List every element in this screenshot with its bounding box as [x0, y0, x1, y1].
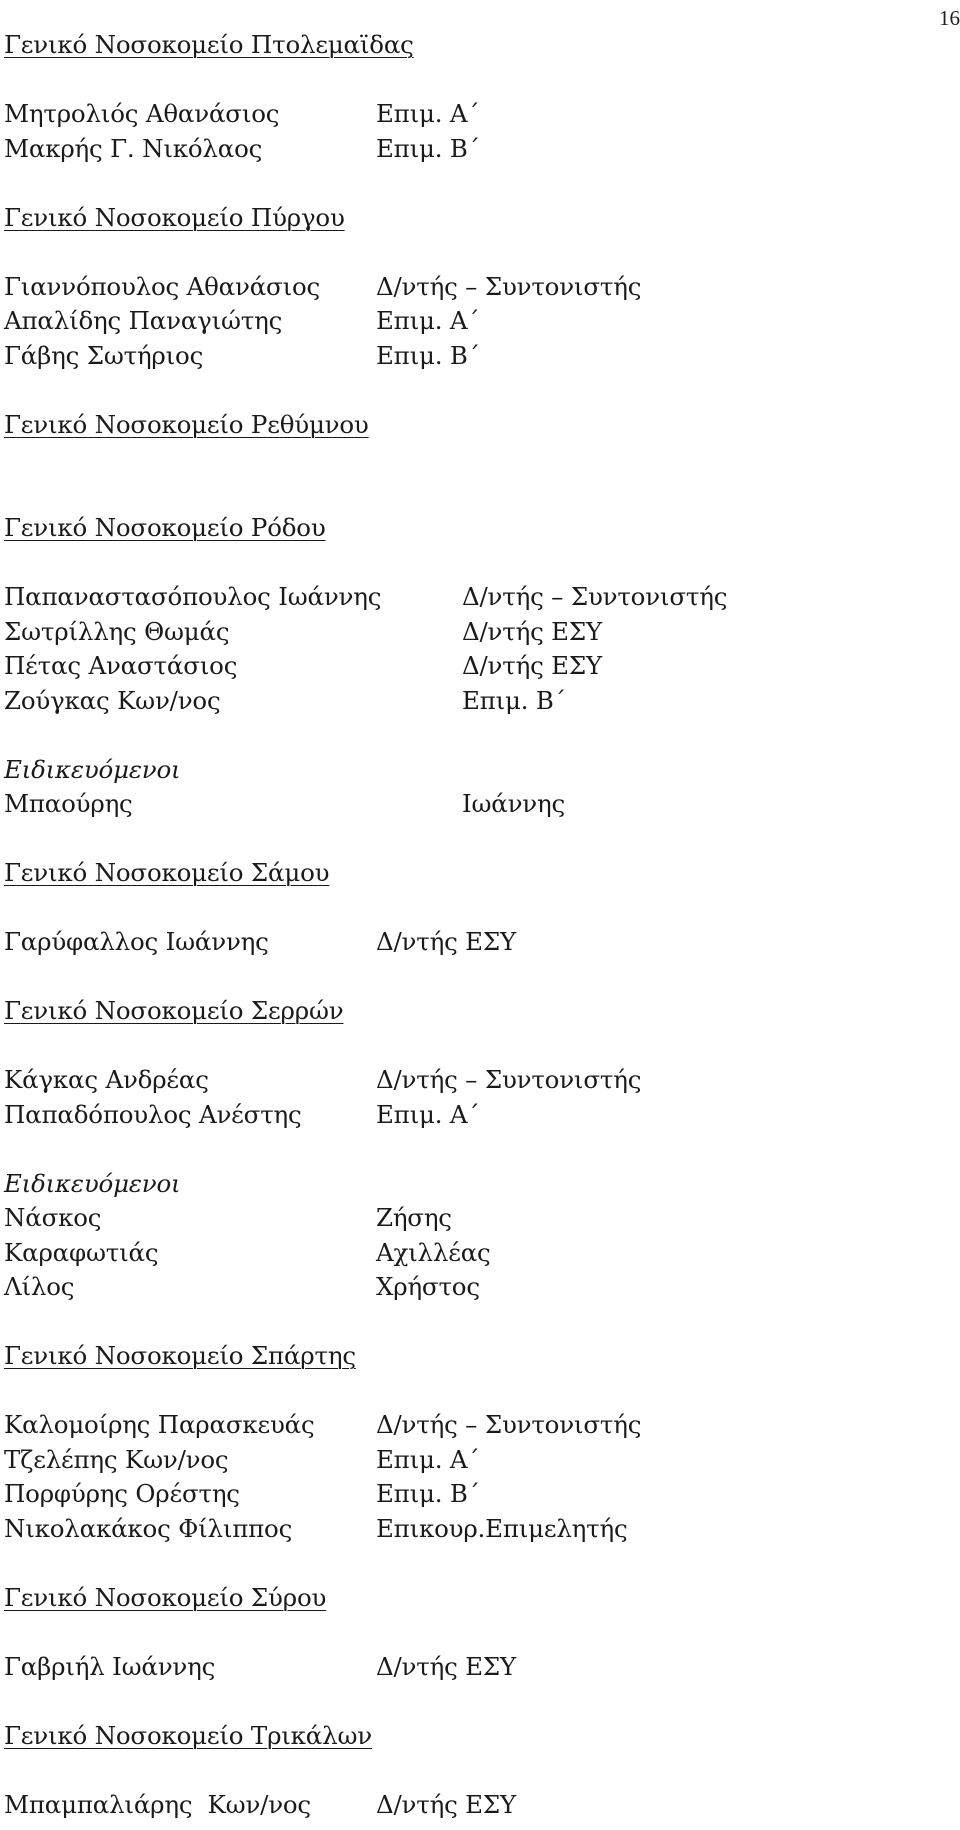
hospital-staff-list [4, 28, 954, 1822]
staff-row [4, 1477, 954, 1512]
section-syros [4, 1581, 954, 1719]
staff-row [4, 1650, 954, 1685]
staff-row [4, 97, 954, 132]
section-sparti [4, 1339, 954, 1581]
staff-role: Δ/ντής ΕΣΥ [462, 616, 602, 646]
section-pyrgos [4, 201, 954, 408]
staff-row [4, 1408, 954, 1443]
section-title: Γενικό Νοσοκομείο Σπάρτης [4, 1341, 356, 1370]
staff-row [4, 1063, 954, 1098]
section-title: Γενικό Νοσοκομείο Σάμου [4, 858, 330, 887]
staff-role: Επικουρ.Επιμελητής [376, 1513, 628, 1543]
staff-row [4, 1512, 954, 1547]
staff-name: Καλομοίρης Παρασκευάς [4, 1410, 315, 1439]
staff-name: Παπαδόπουλος Ανέστης [4, 1099, 302, 1129]
staff-role: Δ/ντής – Συντονιστής [462, 582, 728, 611]
staff-name: Σωτρίλλης Θωμάς [4, 616, 230, 646]
section-samos [4, 856, 954, 994]
section-serres [4, 994, 954, 1339]
staff-row [4, 132, 954, 167]
staff-row [4, 649, 954, 684]
staff-name: Πέτας Αναστάσιος [4, 651, 238, 680]
section-title: Γενικό Νοσοκομείο Σύρου [4, 1582, 327, 1612]
staff-name: Γιαννόπουλος Αθανάσιος [4, 271, 321, 301]
staff-row [4, 684, 954, 719]
section-trikala [4, 1719, 954, 1823]
resident-surname: Λίλος [4, 1272, 75, 1301]
staff-name: Απαλίδης Παναγιώτης [4, 306, 283, 335]
staff-name: Νικολακάκος Φίλιππος [4, 1513, 293, 1543]
staff-role: Δ/ντής – Συντονιστής [376, 271, 642, 301]
resident-first-name: Αχιλλέας [376, 1237, 491, 1267]
staff-role: Δ/ντής ΕΣΥ [376, 927, 516, 956]
staff-row [4, 304, 954, 339]
staff-row [4, 270, 954, 305]
resident-row [4, 1270, 954, 1305]
staff-role: Δ/ντής ΕΣΥ [376, 1651, 516, 1681]
staff-name: Γάβης Σωτήριος [4, 340, 204, 370]
resident-row [4, 1236, 954, 1271]
staff-role: Δ/ντής – Συντονιστής [376, 1410, 642, 1439]
page-number: 16 [939, 6, 960, 30]
resident-surname: Νάσκος [4, 1203, 102, 1232]
staff-row [4, 1098, 954, 1133]
resident-first-name: Ιωάννης [462, 789, 565, 818]
staff-name: Μπαμπαλιάρης Κων/νος [4, 1789, 311, 1819]
staff-row [4, 339, 954, 374]
staff-role: Δ/ντής ΕΣΥ [462, 651, 602, 680]
staff-role: Επιμ. Α΄ [376, 1444, 480, 1474]
staff-name: Τζελέπης Κων/νος [4, 1444, 229, 1474]
staff-name: Γαρύφαλλος Ιωάννης [4, 927, 269, 956]
staff-name: Γαβριήλ Ιωάννης [4, 1651, 216, 1681]
residents-heading: Ειδικευόμενοι [4, 1168, 181, 1198]
staff-name: Κάγκας Ανδρέας [4, 1065, 209, 1094]
section-rhodes [4, 511, 954, 856]
staff-role: Επιμ. Α΄ [376, 99, 480, 128]
resident-first-name: Χρήστος [376, 1272, 480, 1301]
staff-row [4, 580, 954, 615]
resident-surname: Μπαούρης [4, 789, 133, 818]
resident-surname: Καραφωτιάς [4, 1237, 159, 1267]
staff-row [4, 1788, 954, 1823]
section-title: Γενικό Νοσοκομείο Πτολεμαϊδας [4, 30, 414, 59]
staff-role: Επιμ. Α΄ [376, 1099, 480, 1129]
staff-row [4, 615, 954, 650]
staff-role: Επιμ. Β΄ [376, 133, 480, 163]
staff-role: Δ/ντής – Συντονιστής [376, 1065, 642, 1094]
section-title: Γενικό Νοσοκομείο Ρεθύμνου [4, 409, 369, 439]
staff-name: Μακρής Γ. Νικόλαος [4, 133, 263, 163]
section-title: Γενικό Νοσοκομείο Τρικάλων [4, 1720, 372, 1750]
resident-row [4, 787, 954, 822]
staff-role: Επιμ. Β΄ [376, 340, 480, 370]
staff-name: Μητρολιός Αθανάσιος [4, 99, 280, 128]
staff-name: Πορφύρης Ορέστης [4, 1479, 240, 1508]
staff-row [4, 925, 954, 960]
section-rethymno [4, 408, 954, 512]
staff-name: Ζούγκας Κων/νος [4, 685, 221, 715]
staff-role: Δ/ντής ΕΣΥ [376, 1789, 516, 1819]
residents-heading: Ειδικευόμενοι [4, 754, 181, 784]
staff-name: Παπαναστασόπουλος Ιωάννης [4, 582, 382, 611]
section-title: Γενικό Νοσοκομείο Πύργου [4, 202, 345, 232]
resident-row [4, 1201, 954, 1236]
staff-role: Επιμ. Α΄ [376, 306, 480, 335]
staff-row [4, 1443, 954, 1478]
section-ptolemaida [4, 28, 954, 201]
staff-role: Επιμ. Β΄ [376, 1479, 480, 1508]
staff-role: Επιμ. Β΄ [462, 685, 566, 715]
section-title: Γενικό Νοσοκομείο Ρόδου [4, 513, 326, 542]
resident-first-name: Ζήσης [376, 1203, 452, 1232]
section-title: Γενικό Νοσοκομείο Σερρών [4, 996, 344, 1025]
